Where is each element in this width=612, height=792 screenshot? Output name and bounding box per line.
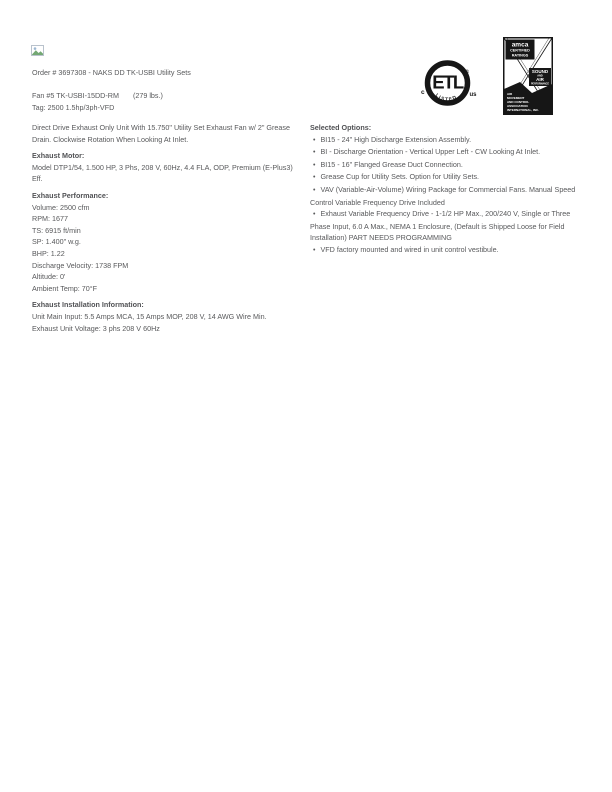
etl-c-mark: c	[421, 89, 425, 96]
exhaust-motor-heading: Exhaust Motor:	[32, 151, 85, 161]
fan-weight: (279 lbs.)	[132, 91, 163, 100]
svg-text:AND: AND	[537, 74, 543, 78]
performance-line: Ambient Temp: 70°F	[32, 283, 98, 293]
bullet-icon: •	[313, 161, 316, 169]
etl-listed-text: LISTED	[433, 93, 459, 103]
option-item: • BI15 - 24" High Discharge Extension Assembly.	[313, 134, 472, 144]
broken-image-icon	[31, 45, 44, 56]
installation-line: Exhaust Unit Voltage: 3 phs 208 V 60Hz	[32, 323, 160, 333]
svg-text:AND CONTROL: AND CONTROL	[507, 100, 530, 104]
option-item: • Exhaust Variable Frequency Drive - 1-1/2 HP Max., 200/240 V, Single or Three Phase Input, 6.0 A Max., NEMA 1 Enclosure, (Default is Shipped Loose for Field Installation) PART NEEDS PROGRAMMING	[310, 209, 571, 243]
installation-line: Unit Main Input: 5.5 Amps MCA, 15 Amps MOP, 208 V, 14 AWG Wire Min.	[32, 311, 267, 321]
svg-text:ASSOCIATION: ASSOCIATION	[507, 104, 528, 108]
selected-options-heading: Selected Options:	[310, 123, 372, 132]
exhaust-performance-section	[32, 190, 304, 294]
performance-line: TS: 6915 ft/min	[32, 225, 81, 235]
performance-line: BHP: 1.22	[32, 248, 65, 258]
option-item: • BI15 - 16" Flanged Grease Duct Connection.	[313, 159, 463, 169]
exhaust-installation-section	[32, 299, 304, 334]
bullet-icon: •	[313, 211, 316, 219]
unit-description: Direct Drive Exhaust Only Unit With 15.750" Utility Set Exhaust Fan w/ 2" Grease Drain. Clockwise Rotation When Looking At Inlet.	[32, 123, 290, 144]
amca-seal-icon	[503, 37, 553, 115]
exhaust-performance-heading: Exhaust Performance:	[32, 190, 109, 200]
performance-line: SP: 1.400" w.g.	[32, 237, 81, 247]
selected-options-column	[310, 122, 576, 257]
option-item: • Grease Cup for Utility Sets. Option for Utility Sets.	[313, 172, 480, 182]
etl-letters: ETL	[432, 71, 463, 93]
svg-text:AIR: AIR	[536, 77, 544, 82]
order-line: Order # 3697308 - NAKS DD TK-USBI Utility Sets	[32, 68, 191, 77]
exhaust-motor-text: Model DTP1/54, 1.500 HP, 3 Phs, 208 V, 60Hz, 4.4 FLA, ODP, Premium (E-Plus3) Eff.	[32, 162, 293, 184]
svg-text:PERFORMANCE: PERFORMANCE	[531, 83, 549, 86]
svg-text:AIR: AIR	[507, 92, 513, 96]
tag-line: Tag: 2500 1.5hp/3ph-VFD	[32, 102, 115, 112]
amca-name: amca	[511, 41, 529, 49]
performance-line: RPM: 1677	[32, 214, 68, 224]
spec-left-column	[32, 122, 304, 339]
exhaust-motor-section	[32, 150, 304, 185]
bullet-icon: •	[313, 149, 316, 157]
option-item: • BI - Discharge Orientation - Vertical Upper Left - CW Looking At Inlet.	[313, 147, 541, 157]
fan-model-line: Fan #5 TK-USBI-15DD-RM (279 lbs.)	[32, 91, 163, 100]
svg-text:CERTIFIED: CERTIFIED	[510, 48, 530, 53]
etl-us-mark: us	[469, 92, 477, 98]
etl-registered-mark: ®	[465, 69, 470, 76]
exhaust-installation-heading: Exhaust Installation Information:	[32, 300, 144, 310]
etl-listed-mark-icon	[420, 58, 478, 110]
svg-text:RATINGS: RATINGS	[511, 53, 529, 58]
option-item: • VAV (Variable-Air-Volume) Wiring Package for Commercial Fans. Manual Speed Control Variable Frequency Drive Included	[310, 184, 576, 207]
bullet-icon: •	[313, 246, 316, 254]
svg-text:SOUND: SOUND	[531, 69, 549, 74]
performance-line: Volume: 2500 cfm	[32, 202, 90, 212]
performance-line: Altitude: 0'	[32, 272, 66, 282]
bullet-icon: •	[313, 174, 316, 182]
option-item: • VFD factory mounted and wired in unit control vestibule.	[313, 244, 499, 254]
performance-line: Discharge Velocity: 1738 FPM	[32, 260, 129, 270]
svg-text:MOVEMENT: MOVEMENT	[507, 96, 525, 100]
svg-text:INTERNATIONAL, INC.: INTERNATIONAL, INC.	[507, 108, 539, 112]
bullet-icon: •	[313, 136, 316, 144]
bullet-icon: •	[313, 186, 316, 194]
